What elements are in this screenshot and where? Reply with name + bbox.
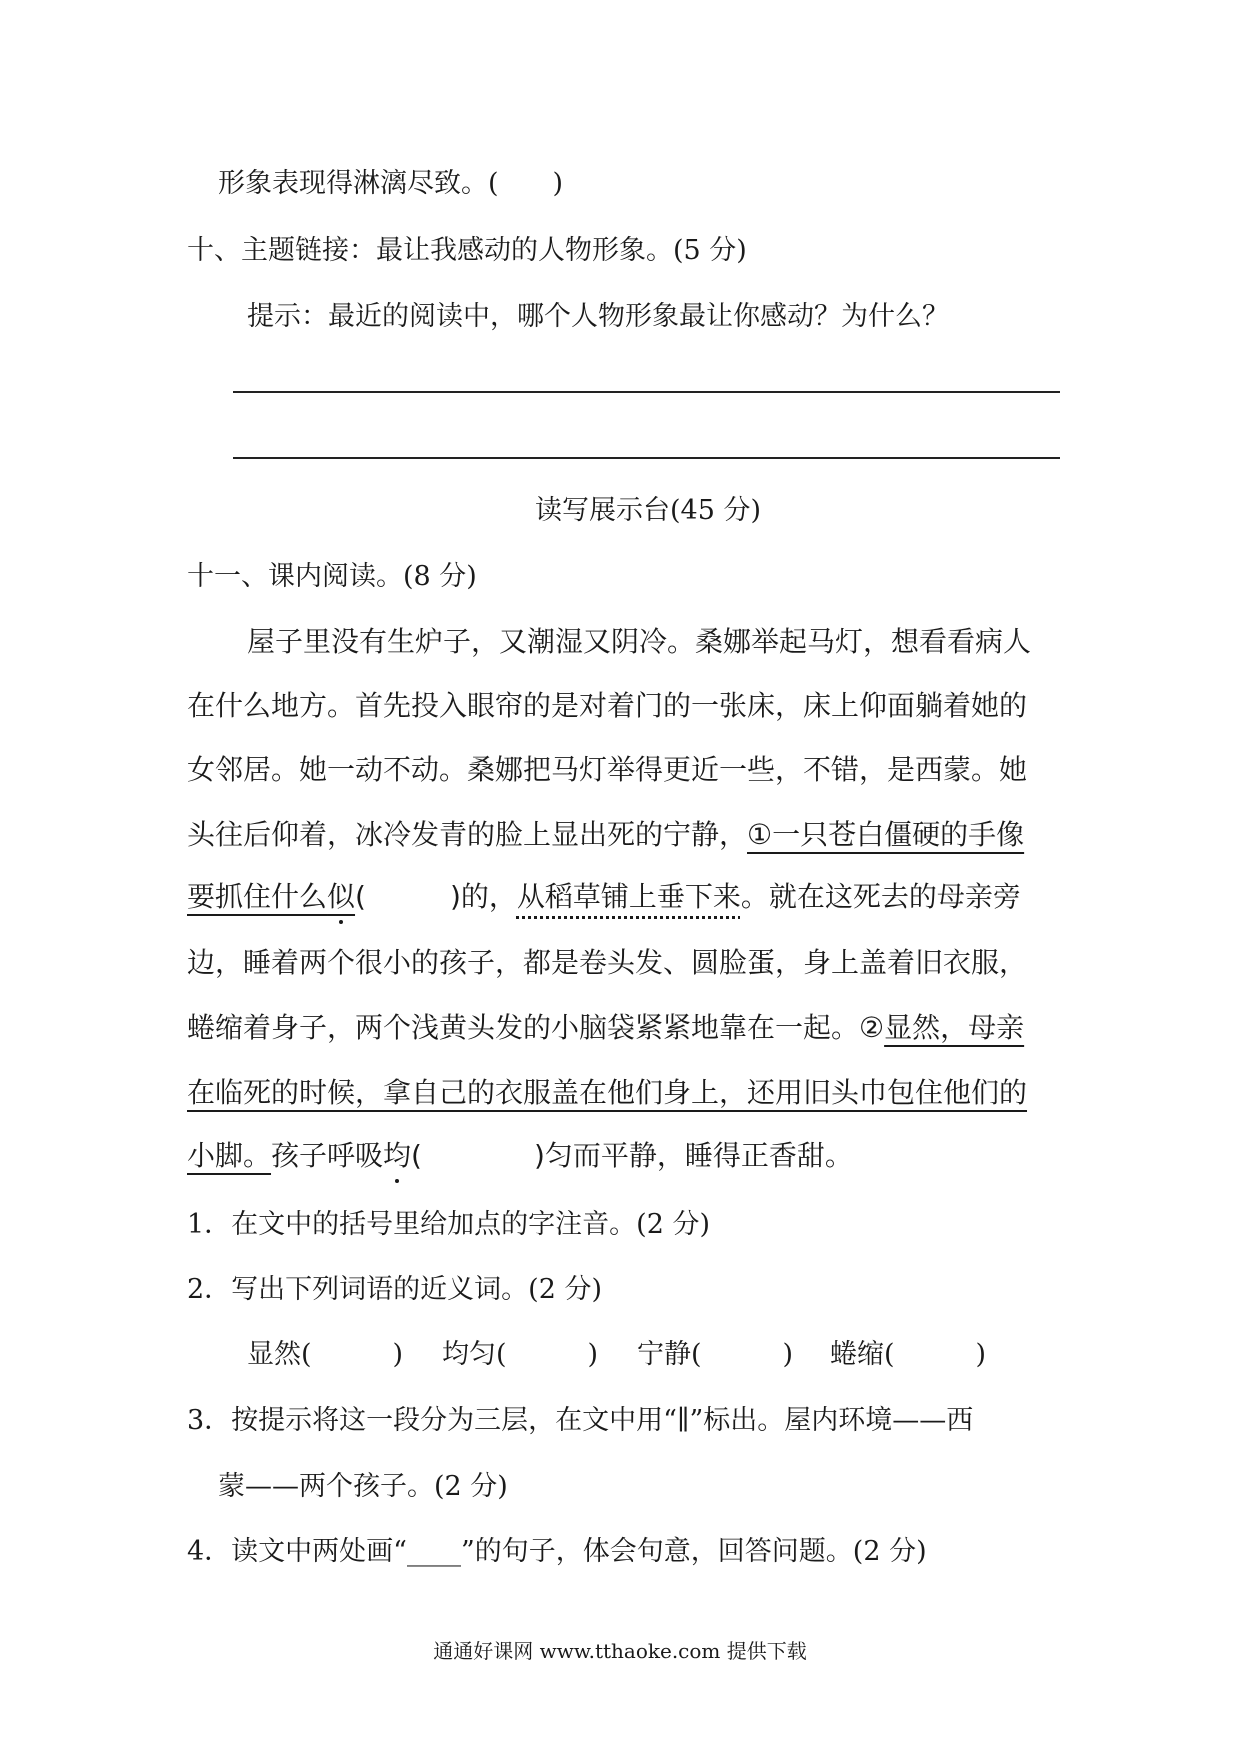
page-footer: 通通好课网 www.tthaoke.com 提供下载 — [433, 1639, 807, 1663]
dotted-char-jun: 均 — [383, 1139, 412, 1172]
passage-line-6: 边，睡着两个很小的孩子，都是卷头发、圆脸蛋，身上盖着旧衣服， — [187, 946, 1028, 979]
synonym-word-3[interactable]: 宁静( ) — [637, 1339, 794, 1370]
section-title: 读写展示台(45 分) — [535, 495, 762, 526]
blank-parenthesis[interactable]: ( )的， — [355, 880, 517, 913]
question-11-4: 4．读文中两处画“____”的句子，体会句意，回答问题。(2 分) — [187, 1536, 927, 1567]
answer-line-2[interactable] — [233, 457, 1060, 459]
question-11-2: 2．写出下列词语的近义词。(2 分) — [187, 1274, 603, 1305]
answer-line-1[interactable] — [233, 391, 1060, 393]
synonym-word-1[interactable]: 显然( ) — [247, 1339, 404, 1370]
passage-line-2: 在什么地方。首先投入眼帘的是对着门的一张床，床上仰面躺着她的 — [187, 689, 1028, 722]
dotted-char-si: 似 — [327, 880, 356, 913]
passage-text: 孩子呼吸 — [271, 1139, 384, 1172]
dotted-phrase: 从稻草铺上垂下来 — [516, 880, 741, 913]
underlined-sentence-2: 显然，母亲 — [884, 1011, 1025, 1044]
passage-text: 蜷缩着身子，两个浅黄头发的小脑袋紧紧地靠在一起。② — [187, 1011, 885, 1044]
passage-line-9 — [187, 1139, 853, 1173]
question-11-1: 1．在文中的括号里给加点的字注音。(2 分) — [187, 1209, 711, 1240]
question-11-3-cont: 蒙——两个孩子。(2 分) — [218, 1471, 508, 1502]
continued-line: 形象表现得淋漓尽致。( ) — [218, 168, 564, 199]
question-10-title: 十、主题链接：最让我感动的人物形象。(5 分) — [187, 235, 747, 266]
question-11-title: 十一、课内阅读。(8 分) — [187, 561, 477, 592]
passage-line-8: 在临死的时候，拿自己的衣服盖在他们身上，还用旧头巾包住他们的 — [187, 1076, 1028, 1109]
underlined-sentence-1: ①一只苍白僵硬的手像 — [747, 818, 1025, 851]
question-10-hint: 提示：最近的阅读中，哪个人物形象最让你感动？为什么？ — [247, 301, 949, 332]
passage-text: 头往后仰着，冰冷发青的脸上显出死的宁静， — [187, 818, 748, 851]
underlined-sentence-1-cont: 要抓住什么 — [187, 880, 328, 913]
synonym-word-2[interactable]: 均匀( ) — [442, 1339, 599, 1370]
passage-line-5 — [187, 880, 1021, 914]
passage-line-1: 屋子里没有生炉子，又潮湿又阴冷。桑娜举起马灯，想看看病人 — [247, 625, 1032, 658]
synonym-word-4[interactable]: 蜷缩( ) — [830, 1339, 987, 1370]
question-11-3: 3．按提示将这一段分为三层，在文中用“∥”标出。屋内环境——西 — [187, 1405, 974, 1436]
passage-line-3: 女邻居。她一动不动。桑娜把马灯举得更近一些，不错，是西蒙。她 — [187, 753, 1028, 786]
passage-line-7 — [187, 1011, 1024, 1045]
passage-text-end[interactable]: ( )匀而平静，睡得正香甜。 — [411, 1139, 853, 1172]
passage-text: 。就在这死去的母亲旁 — [740, 880, 1021, 913]
passage-line-4 — [187, 818, 1024, 852]
underlined-sentence-2-end: 小脚。 — [187, 1139, 272, 1172]
